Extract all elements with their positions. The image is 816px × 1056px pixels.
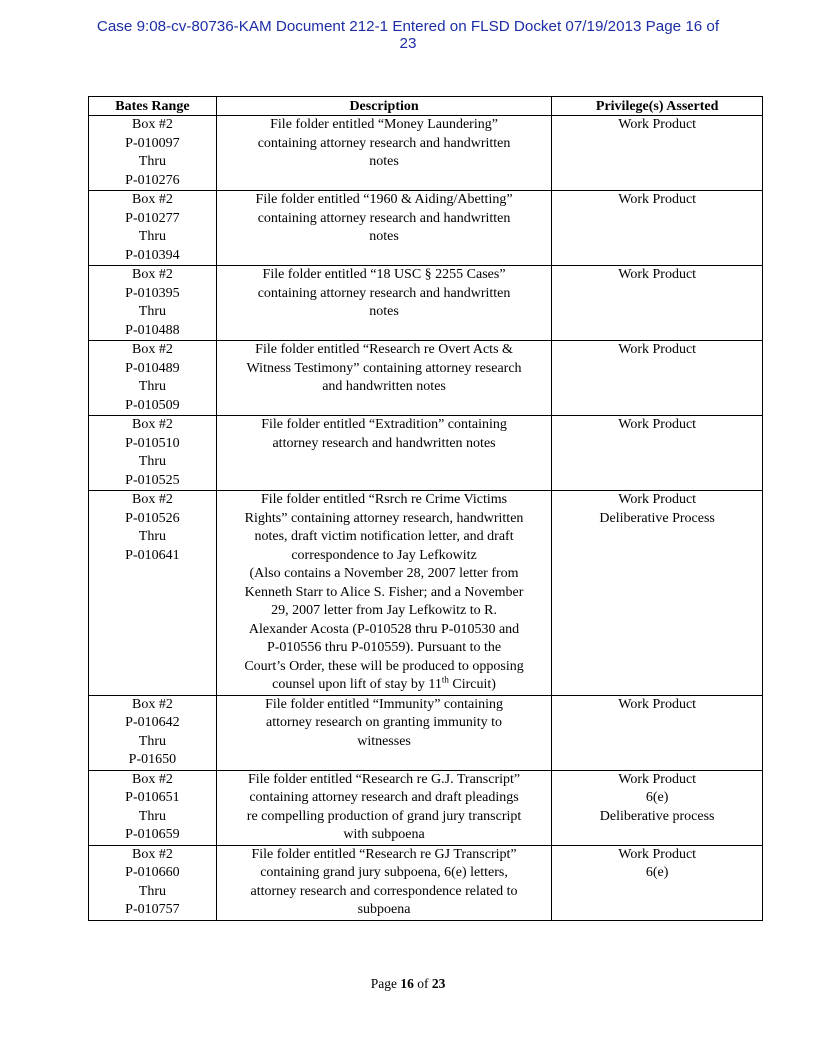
description-cell-line: File folder entitled “18 USC § 2255 Cases” [262,267,506,282]
description-cell [216,341,551,416]
ecf-header-line-1: Case 9:08-cv-80736-KAM Document 212-1 Entered on FLSD Docket 07/19/2013 Page 16 of [96,18,720,35]
privileges-cell [552,116,763,191]
description-cell-line: containing attorney research and handwritten [257,210,511,226]
description-cell-line: File folder entitled “1960 & Aiding/Abetting” [255,192,513,207]
bates-range-cell-line: P-010277 [125,210,180,226]
bates-range-cell-line: P-010509 [125,397,180,413]
bates-range-cell-line: Thru [138,154,167,169]
table-row [89,116,763,191]
table-row [89,266,763,341]
bates-range-cell [89,695,217,770]
bates-range-cell [89,116,217,191]
description-cell-line: notes [369,304,399,319]
page-footer [0,976,816,992]
description-cell-line: subpoena [357,902,411,917]
privileges-cell-line: Work Product [618,492,697,507]
description-cell-line: File folder entitled “Extradition” containing [261,417,507,432]
ecf-header [0,18,816,52]
footer-total-pages: 23 [431,976,446,991]
description-cell-line: Witness Testimony” containing attorney research [246,360,522,376]
description-cell-line: Alexander Acosta (P-010528 thru P-010530 and [248,621,520,637]
bates-range-cell-line: P-010651 [125,790,180,805]
description-cell-line: witnesses [357,733,411,749]
description-cell [216,491,551,696]
bates-range-cell-line: P-010510 [125,435,180,451]
description-cell-line: containing attorney research and handwritten [257,285,511,301]
bates-range-cell-line: Box #2 [131,771,173,787]
table-body [89,116,763,921]
description-cell [216,695,551,770]
bates-range-cell-line: Box #2 [131,492,173,507]
table-row [89,341,763,416]
bates-range-cell-line: P-01650 [128,752,177,767]
description-cell-line: notes [369,229,399,244]
bates-range-cell-line: P-010660 [125,865,180,880]
description-cell-line: File folder entitled “Research re G.J. Transcript” [247,771,521,787]
description-cell-line: notes [369,154,399,169]
description-cell-line: Rights” containing attorney research, handwritten [244,510,524,526]
description-cell [216,845,551,920]
bates-range-cell-line: P-010276 [125,172,180,188]
bates-range-cell-line: P-010757 [125,902,180,917]
table-row [89,416,763,491]
bates-range-cell [89,845,217,920]
privileges-cell-line: Work Product [618,771,697,787]
privileges-cell [552,770,763,845]
bates-range-cell-line: P-010642 [125,715,180,730]
description-text: counsel upon lift of stay by 11 [272,677,442,692]
bates-range-cell-line: Thru [138,454,167,469]
description-cell [216,416,551,491]
bates-range-cell-line: P-010526 [125,510,180,526]
bates-range-cell-line: Box #2 [131,342,173,357]
privileges-cell-line: Work Product [618,342,697,357]
privileges-cell-line: Work Product [618,696,697,712]
privileges-cell-line: Deliberative process [599,808,715,824]
privileges-cell [552,341,763,416]
bates-range-cell-line: Thru [138,379,167,394]
column-header-description: Description [216,97,551,116]
bates-range-cell-line: Box #2 [131,267,173,282]
bates-range-cell-line: Thru [138,229,167,244]
description-cell-line: notes, draft victim notification letter, and draft [254,529,514,544]
bates-range-cell-line: P-010525 [125,472,180,488]
privileges-cell-line: 6(e) [645,790,669,805]
bates-range-cell-line: P-010097 [125,135,180,151]
privileges-cell [552,191,763,266]
bates-range-cell [89,191,217,266]
description-cell-line: containing attorney research and handwritten [257,135,511,151]
privileges-cell [552,845,763,920]
description-cell-line: attorney research on granting immunity to [266,715,503,730]
description-cell [216,116,551,191]
table-row [89,845,763,920]
description-cell [216,770,551,845]
bates-range-cell-line: Box #2 [131,696,173,712]
table-header-row [89,97,763,116]
description-cell-line: File folder entitled “Research re GJ Transcript” [251,846,517,862]
bates-range-cell [89,416,217,491]
privileges-cell-line: Work Product [618,117,697,132]
table-row [89,695,763,770]
description-cell-line: containing grand jury subpoena, 6(e) letters, [260,865,508,880]
bates-range-cell-line: P-010395 [125,285,180,301]
privileges-cell-line: Work Product [618,267,697,282]
description-cell [216,266,551,341]
description-cell-line: attorney research and handwritten notes [272,435,496,451]
bates-range-cell [89,491,217,696]
privileges-cell-line: Work Product [618,417,697,432]
bates-range-cell-line: P-010489 [125,360,180,376]
description-text: Circuit) [448,677,496,692]
description-cell-line: attorney research and correspondence related to [250,883,518,899]
privileges-cell-line: Work Product [618,192,697,207]
bates-range-cell-line: Box #2 [131,192,173,207]
privileges-cell-line: 6(e) [645,865,669,880]
description-cell-line: with subpoena [343,827,425,842]
bates-range-cell-line: P-010488 [125,322,180,338]
ordinal-superscript: th [441,674,449,685]
description-cell-line [222,676,546,695]
description-cell-line: re compelling production of grand jury transcript [246,808,522,824]
bates-range-cell-line: Thru [138,808,167,824]
bates-range-cell-line: P-010394 [125,247,180,263]
description-cell-line: Kenneth Starr to Alice S. Fisher; and a November [244,584,524,600]
description-cell-line: P-010556 thru P-010559). Pursuant to the [266,640,502,655]
bates-range-cell [89,341,217,416]
ecf-header-line-2: 23 [399,35,417,52]
bates-range-cell-line: P-010659 [125,827,180,842]
description-cell-line: File folder entitled “Rsrch re Crime Victims [260,492,508,507]
privileges-cell [552,416,763,491]
bates-range-cell-line: Box #2 [131,117,173,132]
footer-prefix: Page [370,976,397,991]
privilege-log-table [88,96,763,921]
description-cell [216,191,551,266]
bates-range-cell [89,266,217,341]
description-cell-line: File folder entitled “Money Laundering” [270,117,498,132]
bates-range-cell-line: Thru [138,529,167,544]
table-row [89,491,763,696]
footer-page-number: 16 [400,976,414,991]
table-row [89,191,763,266]
bates-range-cell-line: Thru [138,304,167,319]
bates-range-cell-line: Box #2 [131,846,173,862]
description-cell-line: 29, 2007 letter from Jay Lefkowitz to R. [271,603,497,618]
description-cell-line: File folder entitled “Research re Overt Acts & [255,342,513,357]
description-cell-line: correspondence to Jay Lefkowitz [291,547,477,563]
description-cell-line: containing attorney research and draft pleadings [249,790,519,805]
bates-range-cell-line: P-010641 [125,547,180,563]
bates-range-cell-line: Box #2 [131,417,173,432]
bates-range-cell-line: Thru [138,733,167,749]
privileges-cell [552,491,763,696]
description-cell-line: and handwritten notes [322,379,446,394]
table-row [89,770,763,845]
footer-of: of [417,976,429,991]
privileges-cell [552,695,763,770]
column-header-bates-range: Bates Range [89,97,217,116]
description-cell-line: (Also contains a November 28, 2007 letter from [249,566,519,581]
column-header-privileges: Privilege(s) Asserted [552,97,763,116]
bates-range-cell-line: Thru [138,883,167,899]
description-cell-line: Court’s Order, these will be produced to opposing [244,658,524,674]
privileges-cell-line: Deliberative Process [599,510,715,526]
description-cell-line: File folder entitled “Immunity” containing [265,696,504,712]
privileges-cell [552,266,763,341]
privileges-cell-line: Work Product [618,846,697,862]
bates-range-cell [89,770,217,845]
